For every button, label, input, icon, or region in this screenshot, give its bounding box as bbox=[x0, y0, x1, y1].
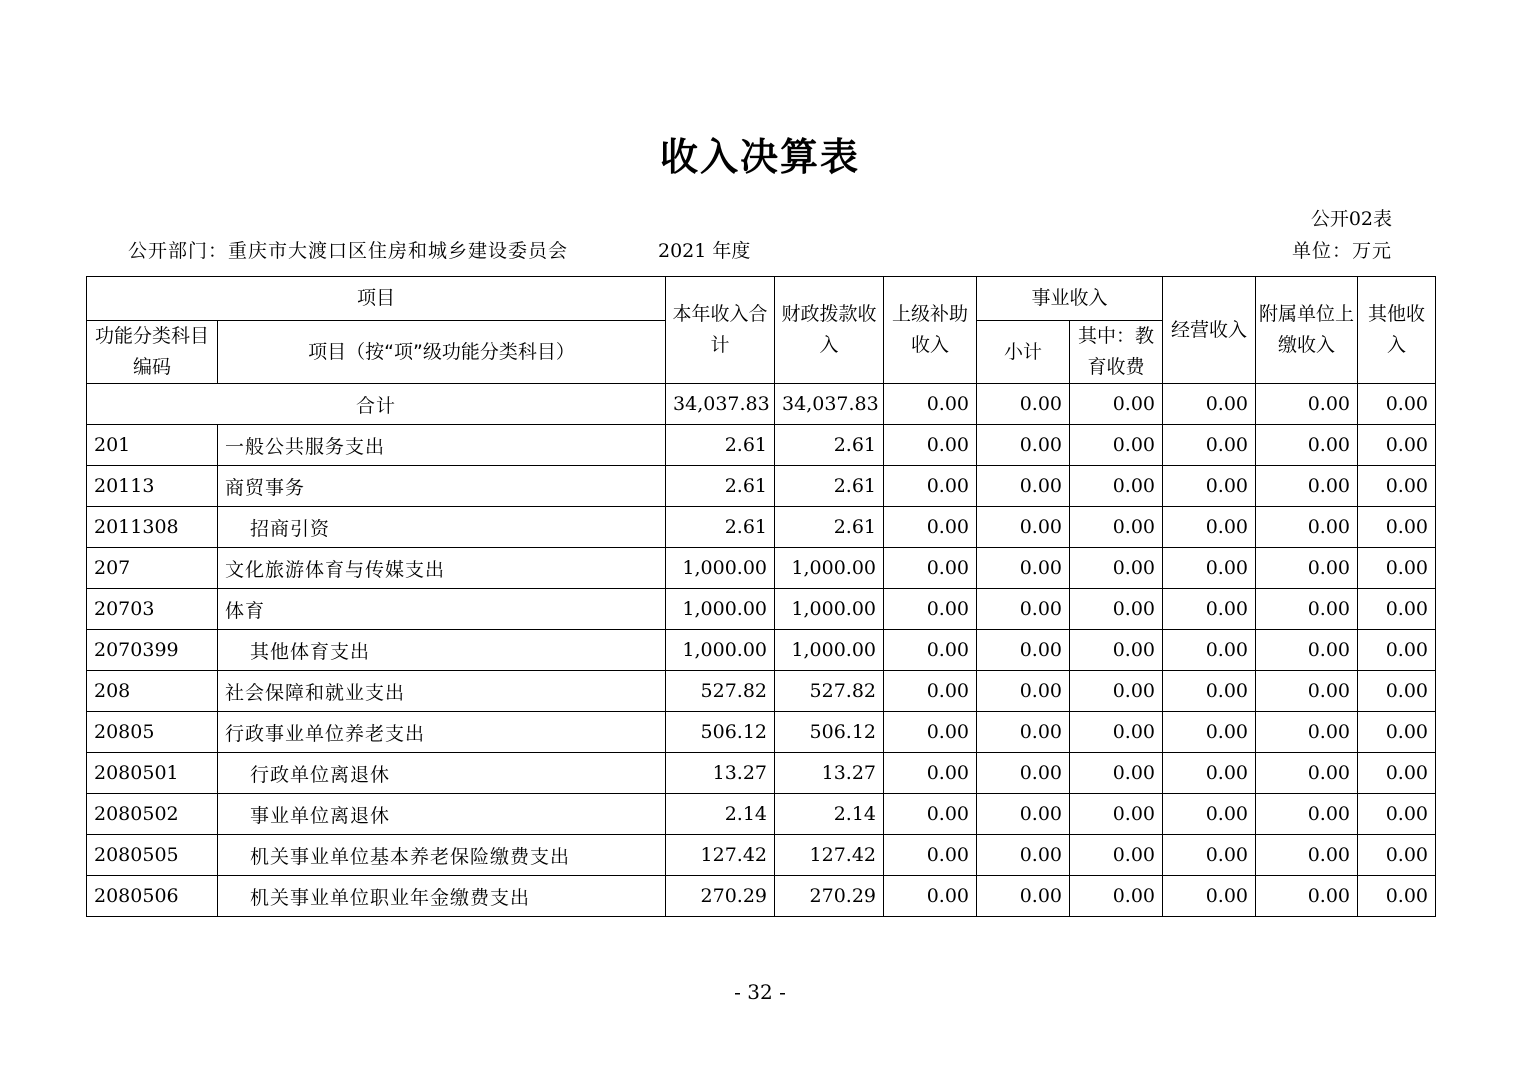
table-cell: 0.00 bbox=[1358, 466, 1436, 507]
table-cell: 34,037.83 bbox=[666, 384, 775, 425]
table-row bbox=[87, 507, 1436, 548]
header-subtotal: 小计 bbox=[977, 321, 1070, 384]
form-number: 公开02表 bbox=[1310, 208, 1392, 230]
table-cell: 0.00 bbox=[1070, 835, 1163, 876]
table-row bbox=[87, 753, 1436, 794]
table-cell: 1,000.00 bbox=[666, 548, 775, 589]
table-row bbox=[87, 425, 1436, 466]
table-cell: 527.82 bbox=[666, 671, 775, 712]
row-code: 2080501 bbox=[87, 753, 218, 794]
table-cell: 1,000.00 bbox=[666, 589, 775, 630]
row-name: 文化旅游体育与传媒支出 bbox=[218, 548, 666, 589]
row-name: 社会保障和就业支出 bbox=[218, 671, 666, 712]
row-name: 行政单位离退休 bbox=[218, 753, 666, 794]
table-cell: 0.00 bbox=[1256, 548, 1358, 589]
table-cell: 1,000.00 bbox=[666, 630, 775, 671]
table-cell: 0.00 bbox=[1070, 630, 1163, 671]
header-business-group: 事业收入 bbox=[977, 277, 1163, 321]
table-cell: 0.00 bbox=[1163, 835, 1256, 876]
table-row bbox=[87, 876, 1436, 917]
table-cell: 0.00 bbox=[1163, 876, 1256, 917]
table-row bbox=[87, 589, 1436, 630]
table-cell: 0.00 bbox=[884, 835, 977, 876]
table-cell: 0.00 bbox=[884, 507, 977, 548]
row-code: 2080506 bbox=[87, 876, 218, 917]
row-code: 2011308 bbox=[87, 507, 218, 548]
table-cell: 0.00 bbox=[884, 589, 977, 630]
table-cell: 0.00 bbox=[1358, 753, 1436, 794]
table-cell: 0.00 bbox=[1070, 425, 1163, 466]
table-cell: 0.00 bbox=[1163, 507, 1256, 548]
table-cell: 0.00 bbox=[1256, 835, 1358, 876]
table-cell: 0.00 bbox=[884, 466, 977, 507]
table-cell: 0.00 bbox=[1358, 876, 1436, 917]
table-cell: 0.00 bbox=[977, 835, 1070, 876]
table-cell: 0.00 bbox=[1256, 425, 1358, 466]
row-name: 事业单位离退休 bbox=[218, 794, 666, 835]
header-other: 其他收入 bbox=[1358, 277, 1436, 384]
table-cell: 0.00 bbox=[1163, 425, 1256, 466]
table-cell: 506.12 bbox=[775, 712, 884, 753]
table-cell: 0.00 bbox=[1163, 671, 1256, 712]
table-cell: 2.61 bbox=[775, 507, 884, 548]
table-cell: 1,000.00 bbox=[775, 548, 884, 589]
table-cell: 2.61 bbox=[666, 425, 775, 466]
table-cell: 0.00 bbox=[977, 630, 1070, 671]
table-cell: 0.00 bbox=[1256, 507, 1358, 548]
department-label: 公开部门：重庆市大渡口区住房和城乡建设委员会 bbox=[128, 240, 569, 262]
table-cell: 270.29 bbox=[666, 876, 775, 917]
header-operating: 经营收入 bbox=[1163, 277, 1256, 384]
page-title: 收入决算表 bbox=[659, 135, 860, 179]
table-cell: 34,037.83 bbox=[775, 384, 884, 425]
table-row bbox=[87, 630, 1436, 671]
fiscal-year: 2021 年度 bbox=[658, 240, 751, 262]
row-name: 机关事业单位职业年金缴费支出 bbox=[218, 876, 666, 917]
table-cell: 0.00 bbox=[1070, 548, 1163, 589]
table-cell: 127.42 bbox=[666, 835, 775, 876]
header-total-income: 本年收入合计 bbox=[666, 277, 775, 384]
table-cell: 0.00 bbox=[1070, 589, 1163, 630]
table-cell: 0.00 bbox=[977, 794, 1070, 835]
table-cell: 0.00 bbox=[977, 753, 1070, 794]
table-cell: 0.00 bbox=[1358, 835, 1436, 876]
header-education-fee: 其中：教育收费 bbox=[1070, 321, 1163, 384]
table-cell: 0.00 bbox=[1358, 712, 1436, 753]
row-code: 2080502 bbox=[87, 794, 218, 835]
table-row bbox=[87, 835, 1436, 876]
table-cell: 2.61 bbox=[775, 425, 884, 466]
table-cell: 2.61 bbox=[666, 507, 775, 548]
table-cell: 2.61 bbox=[666, 466, 775, 507]
table-cell: 2.14 bbox=[666, 794, 775, 835]
header-code: 功能分类科目编码 bbox=[87, 321, 218, 384]
table-cell: 506.12 bbox=[666, 712, 775, 753]
table-cell: 0.00 bbox=[977, 876, 1070, 917]
table-cell: 0.00 bbox=[1256, 589, 1358, 630]
table-cell: 0.00 bbox=[977, 712, 1070, 753]
table-row bbox=[87, 671, 1436, 712]
table-cell: 13.27 bbox=[666, 753, 775, 794]
table-cell: 0.00 bbox=[1358, 794, 1436, 835]
row-name: 商贸事务 bbox=[218, 466, 666, 507]
table-cell: 0.00 bbox=[1256, 876, 1358, 917]
table-cell: 0.00 bbox=[884, 712, 977, 753]
table-cell: 0.00 bbox=[1070, 507, 1163, 548]
table-cell: 2.61 bbox=[775, 466, 884, 507]
table-cell: 0.00 bbox=[1256, 466, 1358, 507]
row-name: 其他体育支出 bbox=[218, 630, 666, 671]
table-cell: 0.00 bbox=[977, 466, 1070, 507]
table-cell: 0.00 bbox=[1358, 507, 1436, 548]
table-cell: 0.00 bbox=[977, 589, 1070, 630]
table-cell: 0.00 bbox=[1070, 671, 1163, 712]
table-cell: 13.27 bbox=[775, 753, 884, 794]
table-cell: 0.00 bbox=[1070, 466, 1163, 507]
row-code: 2070399 bbox=[87, 630, 218, 671]
header-fiscal: 财政拨款收入 bbox=[775, 277, 884, 384]
table-cell: 0.00 bbox=[977, 671, 1070, 712]
table-cell: 0.00 bbox=[1358, 589, 1436, 630]
table-cell: 0.00 bbox=[1070, 753, 1163, 794]
table-cell: 0.00 bbox=[884, 794, 977, 835]
table-cell: 0.00 bbox=[977, 507, 1070, 548]
table-cell: 0.00 bbox=[1358, 548, 1436, 589]
table-cell: 0.00 bbox=[884, 630, 977, 671]
table-cell: 0.00 bbox=[1163, 548, 1256, 589]
table-cell: 0.00 bbox=[1358, 384, 1436, 425]
table-cell: 2.14 bbox=[775, 794, 884, 835]
table-cell: 0.00 bbox=[1256, 712, 1358, 753]
table-cell: 0.00 bbox=[1256, 794, 1358, 835]
row-code: 201 bbox=[87, 425, 218, 466]
table-cell: 127.42 bbox=[775, 835, 884, 876]
table-cell: 0.00 bbox=[884, 548, 977, 589]
table-cell: 0.00 bbox=[1256, 384, 1358, 425]
table-cell: 0.00 bbox=[1256, 753, 1358, 794]
table-cell: 270.29 bbox=[775, 876, 884, 917]
row-name: 机关事业单位基本养老保险缴费支出 bbox=[218, 835, 666, 876]
row-name: 一般公共服务支出 bbox=[218, 425, 666, 466]
table-cell: 0.00 bbox=[1163, 630, 1256, 671]
table-cell: 0.00 bbox=[977, 425, 1070, 466]
header-superior-subsidy: 上级补助收入 bbox=[884, 277, 977, 384]
header-item: 项目（按“项”级功能分类科目） bbox=[218, 321, 666, 384]
table-cell: 0.00 bbox=[1256, 671, 1358, 712]
table-cell: 0.00 bbox=[884, 384, 977, 425]
table-cell: 0.00 bbox=[1358, 425, 1436, 466]
table-cell: 0.00 bbox=[884, 753, 977, 794]
table-cell: 0.00 bbox=[1163, 753, 1256, 794]
table-cell: 0.00 bbox=[1070, 794, 1163, 835]
table-cell: 0.00 bbox=[1358, 630, 1436, 671]
table-cell: 0.00 bbox=[884, 425, 977, 466]
table-cell: 0.00 bbox=[1070, 712, 1163, 753]
row-name: 招商引资 bbox=[218, 507, 666, 548]
income-table bbox=[86, 276, 1436, 917]
header-affiliated: 附属单位上缴收入 bbox=[1256, 277, 1358, 384]
total-label: 合计 bbox=[87, 384, 666, 425]
table-cell: 0.00 bbox=[884, 876, 977, 917]
table-cell: 1,000.00 bbox=[775, 630, 884, 671]
table-row bbox=[87, 712, 1436, 753]
table-cell: 0.00 bbox=[977, 548, 1070, 589]
row-name: 体育 bbox=[218, 589, 666, 630]
unit-label: 单位：万元 bbox=[1291, 240, 1392, 262]
table-row bbox=[87, 794, 1436, 835]
total-row bbox=[87, 384, 1436, 425]
header-project-group: 项目 bbox=[87, 277, 666, 321]
table-cell: 0.00 bbox=[1070, 384, 1163, 425]
table-cell: 0.00 bbox=[1256, 630, 1358, 671]
table-row bbox=[87, 466, 1436, 507]
table-cell: 0.00 bbox=[1163, 384, 1256, 425]
table-cell: 0.00 bbox=[1163, 794, 1256, 835]
row-code: 20703 bbox=[87, 589, 218, 630]
table-cell: 0.00 bbox=[1163, 589, 1256, 630]
table-cell: 0.00 bbox=[1163, 712, 1256, 753]
page-number: - 32 - bbox=[734, 980, 786, 1004]
table-row bbox=[87, 548, 1436, 589]
table-cell: 0.00 bbox=[1070, 876, 1163, 917]
row-code: 20805 bbox=[87, 712, 218, 753]
row-code: 207 bbox=[87, 548, 218, 589]
table-cell: 0.00 bbox=[977, 384, 1070, 425]
table-cell: 0.00 bbox=[884, 671, 977, 712]
row-code: 208 bbox=[87, 671, 218, 712]
table-cell: 527.82 bbox=[775, 671, 884, 712]
table-cell: 0.00 bbox=[1358, 671, 1436, 712]
table-cell: 0.00 bbox=[1163, 466, 1256, 507]
row-code: 2080505 bbox=[87, 835, 218, 876]
row-name: 行政事业单位养老支出 bbox=[218, 712, 666, 753]
table-cell: 1,000.00 bbox=[775, 589, 884, 630]
row-code: 20113 bbox=[87, 466, 218, 507]
